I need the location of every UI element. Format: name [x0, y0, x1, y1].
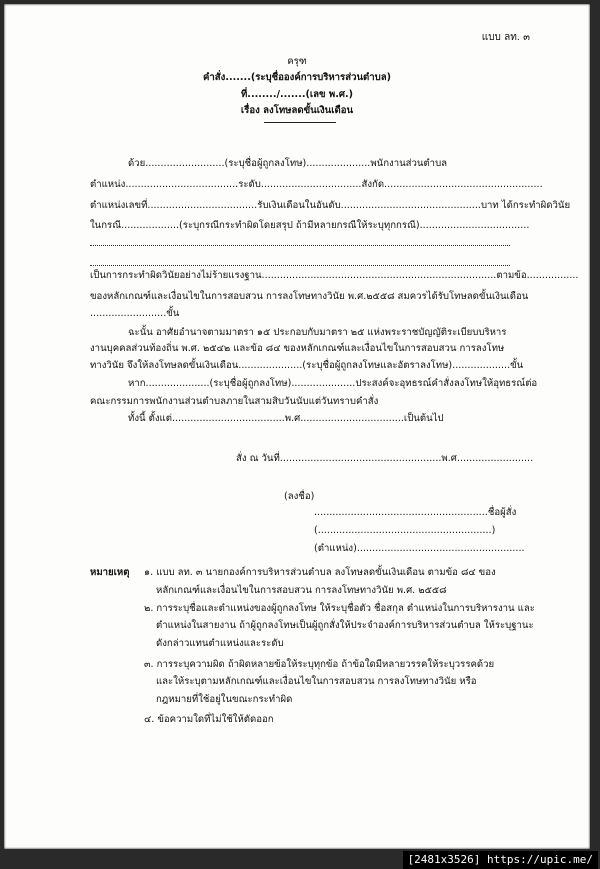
subject-underline — [264, 122, 336, 123]
note-line: ๔. ข้อความใดที่ไม่ใช้ให้ตัดออก — [144, 714, 274, 725]
note-line: ตำแหน่งในสายงาน ถ้าผู้ถูกลงโทษเป็นผู้ถูกสั่งให้ประจำองค์การบริหารส่วนตำบล ให้ระบุฐานะ — [156, 620, 534, 631]
order-number: ที่......../.......(เลข พ.ศ.) — [240, 89, 354, 100]
order-subject: เรื่อง ลงโทษลดขั้นเงินเดือน — [240, 105, 354, 116]
body-line: หาก.....................(ระบุชื่อผู้ถูกลงโทษ).....................ประสงค์จะอุทธรณ์คำสั่งลงโทษให้อุทธรณ์ต่อ — [128, 378, 538, 389]
body-line: ด้วย..........................(ระบุชื่อผู้ถูกลงโทษ).....................พนักงานส่วนตำบล — [128, 158, 448, 169]
body-line: ทางวินัย จึงให้ลงโทษลดขั้นเงินเดือน.....................(ระบุชื่อผู้ถูกลงโทษและอัตราลงโทษ)...................ขั้น — [90, 360, 524, 371]
body-line: ฉะนั้น อาศัยอำนาจตามมาตรา ๑๕ ประกอบกับมาตรา ๒๕ แห่งพระราชบัญญัติระเบียบบริหาร — [128, 327, 507, 338]
note-line: ๑. แบบ ลท. ๓ นายกองค์การบริหารส่วนตำบล ลงโทษลดขั้นเงินเดือน ตามข้อ ๘๔ ของ — [144, 567, 496, 578]
name-paren: (.........................................................) — [314, 525, 496, 536]
image-source-caption: [2481x3526] https://upic.me/ — [403, 851, 598, 869]
note-line: และให้ระบุตามหลักเกณฑ์และเงื่อนไขในการสอบสวน การลงโทษทางวินัย หรือ — [156, 676, 477, 687]
form-code: แบบ ลท. ๓ — [481, 32, 530, 43]
note-line: ๓. การระบุความผิด ถ้าผิดหลายข้อให้ระบุทุกข้อ ถ้าข้อใดมีหลายวรรคให้ระบุวรรคด้วย — [144, 659, 495, 670]
body-line: .........................ขั้น — [90, 308, 180, 319]
body-line: ทั้งนี้ ตั้งแต่.....................................พ.ศ..................................เป็นต้นไป — [128, 413, 444, 424]
blank-line — [90, 245, 510, 246]
sign-label: (ลงชื่อ) — [284, 491, 315, 502]
garuda-emblem-placeholder: ครุฑ — [287, 56, 307, 67]
body-line: เป็นการกระทำผิดวินัยอย่างไม่ร้ายแรงฐาน.............................................................................ตามข้อ................. — [90, 270, 579, 281]
body-line: งานบุคคลส่วนท้องถิ่น พ.ศ. ๒๕๔๒ และข้อ ๘๔ ของหลักเกณฑ์และเงื่อนไขในการสอบสวน การลงโทษ — [90, 343, 505, 354]
position-line: (ตำแหน่ง)....................................................... — [314, 543, 525, 554]
body-line: ในกรณี...................(ระบุกรณีกระทำผิดโดยสรุป ถ้ามีหลายกรณีให้ระบุทุกกรณี).................................... — [90, 220, 530, 231]
signer-line: .........................................................ชื่อผู้สั่ง — [314, 507, 517, 518]
note-line: หลักเกณฑ์และเงื่อนไขในการสอบสวน การลงโทษทางวินัย พ.ศ. ๒๕๕๘ — [156, 585, 447, 596]
blank-line — [90, 265, 510, 266]
order-title: คำสั่ง.......(ระบุชื่อองค์การบริหารส่วนตำบล) — [202, 72, 391, 83]
body-line: ของหลักเกณฑ์และเงื่อนไขในการสอบสวน การลงโทษทางวินัย พ.ศ.๒๕๕๘ สมควรได้รับโทษลดขั้นเงินเดือน — [90, 291, 529, 302]
order-date: สั่ง ณ วันที่.....................................................พ.ศ......................... — [236, 453, 534, 464]
note-line: ดังกล่าวแทนตำแหน่งและระดับ — [156, 638, 284, 649]
note-line: ๒. การระบุชื่อและตำแหน่งของผู้ถูกลงโทษ ให้ระบุชื่อตัว ชื่อสกุล ตำแหน่งในการบริหารงาน และ — [144, 603, 535, 614]
notes-title: หมายเหตุ — [90, 567, 130, 578]
body-line: คณะกรรมการพนักงานส่วนตำบลภายในสามสิบวันนับแต่วันทราบคำสั่ง — [90, 396, 379, 407]
body-line: ตำแหน่งเลขที่....................................รับเงินเดือนในอันดับ..............................................บาท ได้กระทำผิดวินัย — [90, 200, 571, 211]
document-page — [4, 4, 590, 849]
body-line: ตำแหน่ง.....................................ระดับ.................................สังกัด.................................................... — [90, 179, 543, 190]
note-line: กฎหมายที่ใช้อยู่ในขณะกระทำผิด — [156, 694, 293, 705]
